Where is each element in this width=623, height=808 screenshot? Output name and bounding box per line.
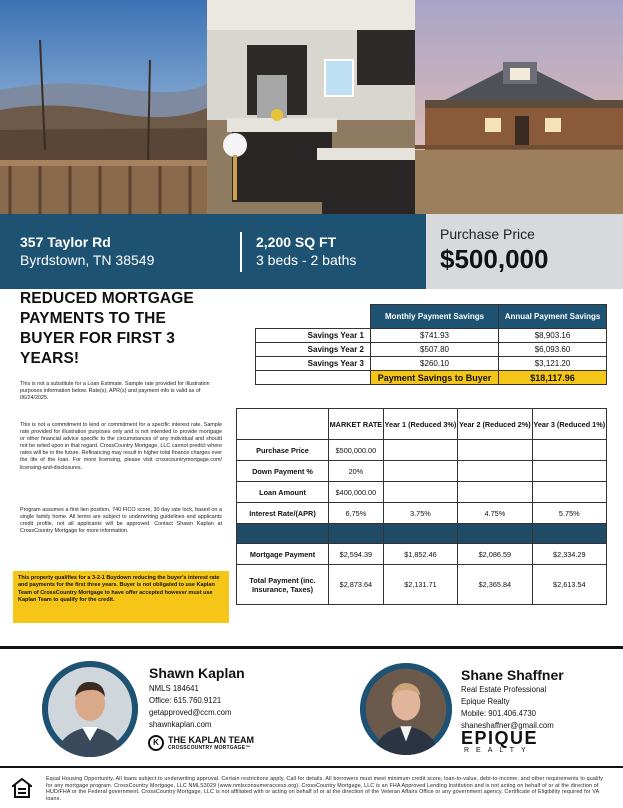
total-cell: $2,873.64 [329, 565, 384, 605]
logo-line2: REALTY [464, 747, 533, 754]
purchase-price-box [426, 214, 623, 289]
beds-baths: 3 beds - 2 baths [256, 252, 357, 268]
agent1-name: Shawn Kaplan [149, 665, 245, 681]
total-cell: $2,613.54 [532, 565, 606, 605]
col-market-rate: MARKET RATE [329, 409, 384, 440]
col-year-1: Year 1 (Reduced 3%) [383, 409, 457, 440]
agent2-email[interactable]: shaneshaffner@gmail.com [461, 721, 554, 730]
table-row [237, 461, 607, 482]
total-savings-value: $18,117.96 [499, 371, 607, 385]
legal-footer [0, 766, 623, 808]
epique-realty-logo [461, 729, 538, 754]
col-year-2: Year 2 (Reduced 2%) [458, 409, 532, 440]
divider-row [237, 524, 607, 544]
total-cell: $2,365.84 [458, 565, 532, 605]
col-annual-savings: Annual Payment Savings [499, 305, 607, 329]
interest-cell: 5.75% [532, 503, 606, 524]
agent1-office: Office: 615.760.9121 [149, 696, 222, 705]
mortgage-table [236, 408, 607, 605]
row-label: Purchase Price [237, 440, 329, 461]
monthly-savings: $260.10 [371, 357, 499, 371]
row-label: Savings Year 2 [256, 343, 371, 357]
avatar [42, 661, 138, 757]
row-label: Savings Year 1 [256, 329, 371, 343]
street-address: 357 Taylor Rd [20, 234, 111, 250]
table-row [237, 544, 607, 565]
mortgage-cell: $2,334.29 [532, 544, 606, 565]
row-label: Loan Amount [237, 482, 329, 503]
mortgage-cell: $2,086.59 [458, 544, 532, 565]
photo-strip [0, 0, 623, 214]
agent2-mobile: Mobile: 901.406.4730 [461, 709, 536, 718]
annual-savings: $3,121.20 [499, 357, 607, 371]
row-label: Mortgage Payment [237, 544, 329, 565]
property-info [0, 214, 426, 289]
interest-cell: 4.75% [458, 503, 532, 524]
divider [240, 232, 242, 272]
down-payment-cell: 20% [329, 461, 384, 482]
logo-line2: CROSSCOUNTRY MORTGAGE™ [168, 745, 251, 751]
photo-house-exterior [415, 0, 623, 214]
table-row [237, 565, 607, 605]
agent1-website[interactable]: shawnkaplan.com [149, 720, 212, 729]
headline: REDUCED MORTGAGE PAYMENTS TO THE BUYER FOR FIRST 3 YEARS! [20, 290, 194, 367]
equal-housing-icon [12, 778, 32, 798]
purchase-price-value: $500,000 [440, 244, 549, 274]
loan-amount-cell: $400,000.00 [329, 482, 384, 503]
disclaimer-loan-estimate: This is not a substitute for a Loan Estimate. Sample rate provided for illustration purposes information below. Rate(s), APR(s) and payment info is valid as of 06/24/2025. [20, 381, 210, 402]
col-year-3: Year 3 (Reduced 1%) [532, 409, 606, 440]
buydown-callout: This property qualifies for a 3-2-1 Buydown reducing the buyer's interest rate and payments for the first three years. Buyer is not obligated to use Kaplan Team of CrossCountry Mortgage to have offer accepted however must use Kaplan Team to qualify for the credit. [13, 571, 229, 623]
purchase-price-cell: $500,000.00 [329, 440, 384, 461]
agent1-email[interactable]: getapproved@ccm.com [149, 708, 232, 717]
table-row [237, 482, 607, 503]
interest-cell: 6.75% [329, 503, 384, 524]
monthly-savings: $741.93 [371, 329, 499, 343]
col-monthly-savings: Monthly Payment Savings [371, 305, 499, 329]
agent1-nmls: NMLS 184641 [149, 684, 199, 693]
footer-text: Equal Housing Opportunity. All loans subject to underwriting approval. Certain restrictions apply. Call for details. All borrowers must meet minimum credit score, loan-to-value, debt-to-income, and other requirements to qualify for any mortgage program. CrossCountry Mortgage, LLC NMLS3029 (www.nmlsconsumeraccess.org). CrossCountry Mortgage, LLC is an FHA Approved Lending Institution and is not acting on behalf of or at the direction of HUD/FHA or the Federal government. CrossCountry Mortgage, LLC is not affiliated with or acting on behalf of or at the direction of the Veteran Affairs Office or any government agency. Certificate of Eligibility required for VA loans. [46, 776, 604, 802]
agent-contacts [0, 646, 623, 764]
monthly-savings: $507.80 [371, 343, 499, 357]
main-content [0, 289, 623, 635]
purchase-price-label: Purchase Price [440, 226, 535, 242]
kaplan-mark-icon: K [148, 735, 164, 751]
interest-cell: 3.75% [383, 503, 457, 524]
mortgage-cell: $2,594.39 [329, 544, 384, 565]
logo-line1: THE KAPLAN TEAM [168, 735, 254, 745]
row-label: Interest Rate/(APR) [237, 503, 329, 524]
annual-savings: $8,903.16 [499, 329, 607, 343]
table-row [237, 503, 607, 524]
savings-table [255, 304, 607, 385]
table-row [256, 357, 607, 371]
kaplan-team-logo [148, 735, 254, 751]
row-label: Down Payment % [237, 461, 329, 482]
photo-mountain-view [0, 0, 207, 214]
total-savings-label: Payment Savings to Buyer [371, 371, 499, 385]
total-row [256, 371, 607, 385]
square-footage: 2,200 SQ FT [256, 234, 337, 250]
annual-savings: $6,093.60 [499, 343, 607, 357]
disclaimer-commitment: This is not a commitment to lend or commitment for a specific interest rate. Sample rate provided for illustration purposes only and is not intended to provide mortgage or other financial advice specific to the circumstances of any individual and should not be relied upon in that regard. CrossCountry Mortgage, LLC cannot predict where rates will be in the future. Refinancing may result in higher total finance charges over the life of the loan. For more licensing, please visit crosscountrymortgage.com/ licensing-and-disclosures. [20, 422, 222, 471]
agent2-company: Epique Realty [461, 697, 510, 706]
photo-kitchen [207, 0, 415, 214]
disclaimer-program: Program assumes a first lien position, 740 FICO score, 30 day rate lock, based on a single family home. All terms are subject to underwriting guidelines and applicants credit profile, not all applicants will be approved. Contact Shawn Kaplan at CrossCountry Mortgage for more information. [20, 507, 222, 535]
row-label: Savings Year 3 [256, 357, 371, 371]
property-band [0, 214, 623, 289]
table-row [256, 329, 607, 343]
city-state-zip: Byrdstown, TN 38549 [20, 252, 155, 268]
avatar [360, 663, 452, 755]
agent2-title: Real Estate Professional [461, 685, 547, 694]
logo-line1: EPIQUE [461, 728, 539, 748]
row-label: Total Payment (inc. Insurance, Taxes) [237, 565, 329, 605]
total-cell: $2,131.71 [383, 565, 457, 605]
mortgage-cell: $1,852.46 [383, 544, 457, 565]
table-row [256, 343, 607, 357]
table-row [237, 440, 607, 461]
agent2-name: Shane Shaffner [461, 667, 564, 683]
